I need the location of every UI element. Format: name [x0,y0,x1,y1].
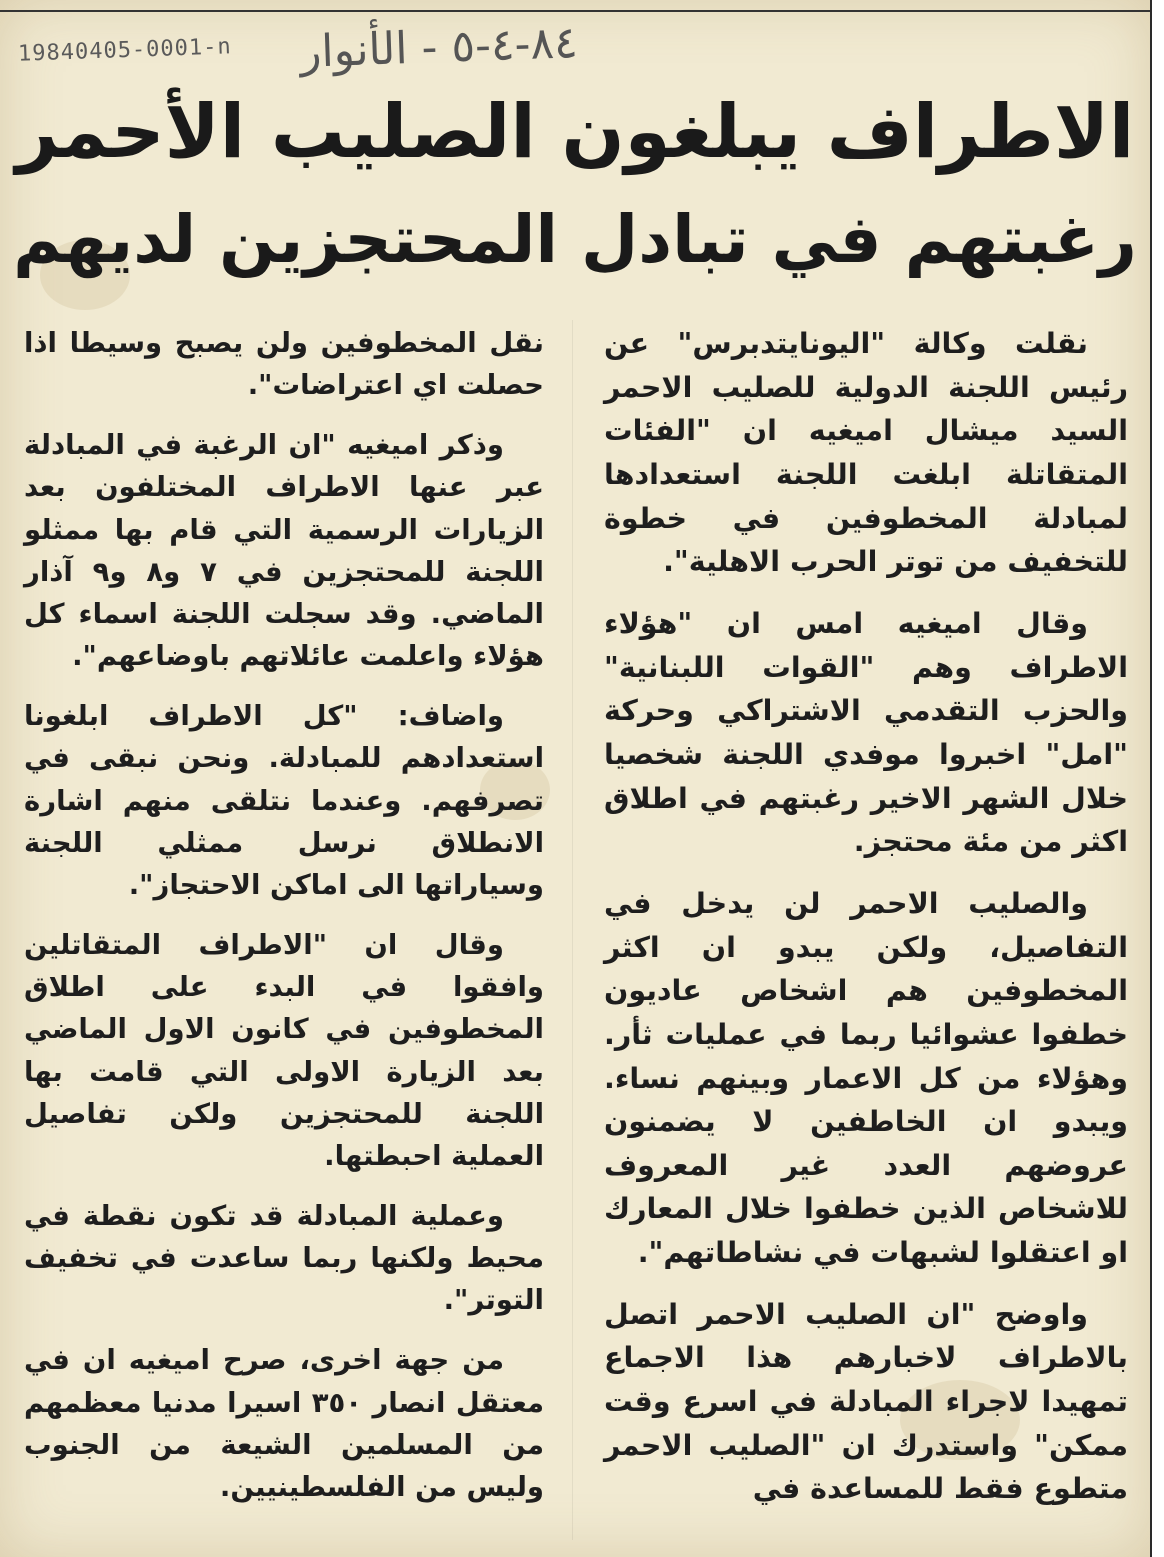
article-column-right [604,322,1128,1529]
scan-background-edge [1150,0,1164,1557]
article-column-left [24,322,544,1526]
paragraph: وذكر اميغيه "ان الرغبة في المبادلة عبر عنها الاطراف المختلفون بعد الزيارات الرسمية التي قام بها ممثلو اللجنة للمحتجزين في ٧ و٨ و٩ آذار الماضي. وقد سجلت اللجنة اسماء كل هؤلاء واعلمت عائلاتهم باوضاعهم". [24,429,544,673]
column-divider [572,320,573,1540]
clipping-top-border [0,10,1150,12]
paragraph: وقال ان "الاطراف المتقاتلين وافقوا في البدء على اطلاق المخطوفين في كانون الاول الماضي بعد الزيارة الاولى التي قامت بها اللجنة للمحتجزين ولكن تفاصيل العملية احبطتها. [24,929,544,1172]
paragraph: واضاف: "كل الاطراف ابلغونا استعدادهم للمبادلة. ونحن نبقى في تصرفهم. وعندما نتلقى منهم اشارة الانطلاق نرسل ممثلي اللجنة وسياراتها الى اماكن الاحتجاز". [24,700,544,901]
paragraph: من جهة اخرى، صرح اميغيه ان في معتقل انصار ٣٥٠ اسيرا مدنيا معظمهم من المسلمين الشيعة من الجنوب وليس من الفلسطينيين. [24,1344,544,1503]
paragraph: واوضح "ان الصليب الاحمر اتصل بالاطراف لاخبارهم هذا الاجماع تمهيدا لاجراء المبادلة في اسرع وقت ممكن" واستدرك ان "الصليب الاحمر متطوع فقط للمساعدة في [604,1297,1128,1506]
headline-line-1: الاطراف يبلغون الصليب الأحمر [15,89,1135,175]
paragraph: وقال اميغيه امس ان "هؤلاء الاطراف وهم "القوات اللبنانية" والحزب التقدمي الاشتراكي وحركة "امل" اخبروا موفدي اللجنة شخصيا خلال الشهر الاخير رغبتهم في اطلاق اكثر من مئة محتجز. [604,606,1128,859]
paragraph: نقلت وكالة "اليونايتدبرس" عن رئيس اللجنة الدولية للصليب الاحمر السيد ميشال اميغيه ان "الفئات المتقاتلة ابلغت اللجنة استعدادها لمبادلة المخطوفين في خطوة للتخفيف من توتر الحرب الاهلية". [604,327,1128,579]
paragraph: والصليب الاحمر لن يدخل في التفاصيل، ولكن يبدو ان اكثر المخطوفين هم اشخاص عاديون خطفوا عشوائيا ربما في عمليات ثأر. وهؤلاء من كل الاعمار وبينهم نساء. ويبدو ان الخاطفين لا يضمنون عروضهم العدد غير المعروف للاشخاص الذين خطفوا خلال المعارك او اعتقلوا لشبهات في نشاطاتهم". [604,886,1128,1270]
handwritten-date-note: ٨٤-٤-٥ - الأنوار [299,17,579,78]
paragraph: نقل المخطوفين ولن يصبح وسيطا اذا حصلت اي اعتراضات". [24,327,544,402]
paragraph: وعملية المبادلة قد تكون نقطة في محيط ولكنها ربما ساعدت في تخفيف التوتر". [24,1199,544,1317]
archive-stamp-number: 19840405-0001-n [17,34,233,67]
headline-line-2: رغبتهم في تبادل المحتجزين لديهم [13,201,1137,278]
